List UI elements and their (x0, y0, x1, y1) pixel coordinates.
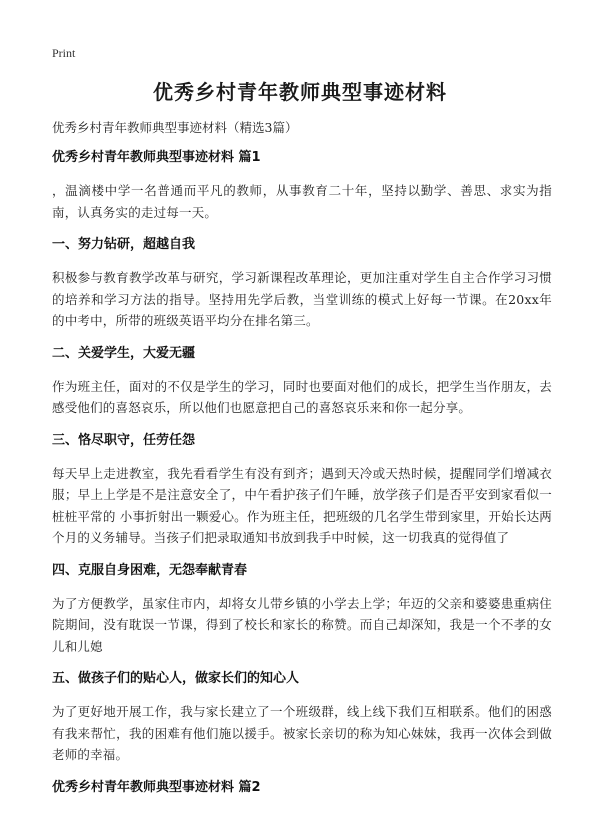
section-2-body: 作为班主任，面对的不仅是学生的学习，同时也要面对他们的成长，把学生当作朋友，去感受他们的喜怒哀乐，所以他们也愿意把自己的喜怒哀乐来和你一起分享。 (52, 378, 552, 415)
print-link[interactable]: Print (52, 46, 76, 60)
section-2-heading: 二、关爱学生，大爱无疆 (52, 345, 196, 361)
article-subtitle: 优秀乡村青年教师典型事迹材料（精选3篇） (52, 120, 298, 135)
section-1-heading: 一、努力钻研，超越自我 (52, 237, 196, 252)
section-5-body: 为了更好地开展工作，我与家长建立了一个班级群，线上线下我们互相联系。他们的困惑有我来帮忙，我的困难有他们施以援手。被家长亲切的称为知心妹妹，我再一次体会到做老师的幸福。 (52, 704, 552, 762)
section-4-body: 为了方便教学，虽家住市内，却将女儿带乡镇的小学去上学；年迈的父亲和婆婆患重病住院期间，没有耽误一节课，得到了校长和家长的称赞。而自己却深知，我是一个不孝的女儿和儿媳 (52, 595, 552, 654)
section-5-heading: 五、做孩子们的贴心人，做家长们的知心人 (52, 671, 300, 686)
section-4-heading: 四、克服自身困难，无怨奉献青春 (52, 562, 248, 578)
section-3-heading: 三、恪尽职守，任劳任怨 (52, 432, 196, 448)
article-2-heading: 优秀乡村青年教师典型事迹材料 篇2 (52, 779, 261, 795)
intro-paragraph: ，温滴楼中学一名普通而平凡的教师，从事教育二十年，坚持以勤学、善思、求实为指南，认真务实的走过每一天。 (52, 183, 552, 220)
section-1-body: 积极参与教育教学改革与研究，学习新课程改革理论，更加注重对学生自主合作学习习惯的培养和学习方法的指导。坚持用先学后教，当堂训练的模式上好每一节课。在20xx年的中考中，所带的班级英语平均分在排名第三。 (52, 270, 552, 328)
section-3-body: 每天早上走进教室，我先看看学生有没有到齐；遇到天冷或天热时候，提醒同学们增减衣服；早上上学是不是注意安全了，中午看护孩子们午睡，放学孩子们是否平安到家看似一桩桩平常的 小事折射出一颗爱心。作为班主任，把班级的几名学生带到家里，开始长达两个月的义务辅导。当孩子们把录取通知书放到我手中时候，这一切我真的觉得值了 (52, 465, 552, 545)
article-content (52, 118, 552, 810)
page-title: 优秀乡村青年教师典型事迹材料 (153, 80, 447, 104)
article-1-heading: 优秀乡村青年教师典型事迹材料 篇1 (52, 150, 261, 165)
